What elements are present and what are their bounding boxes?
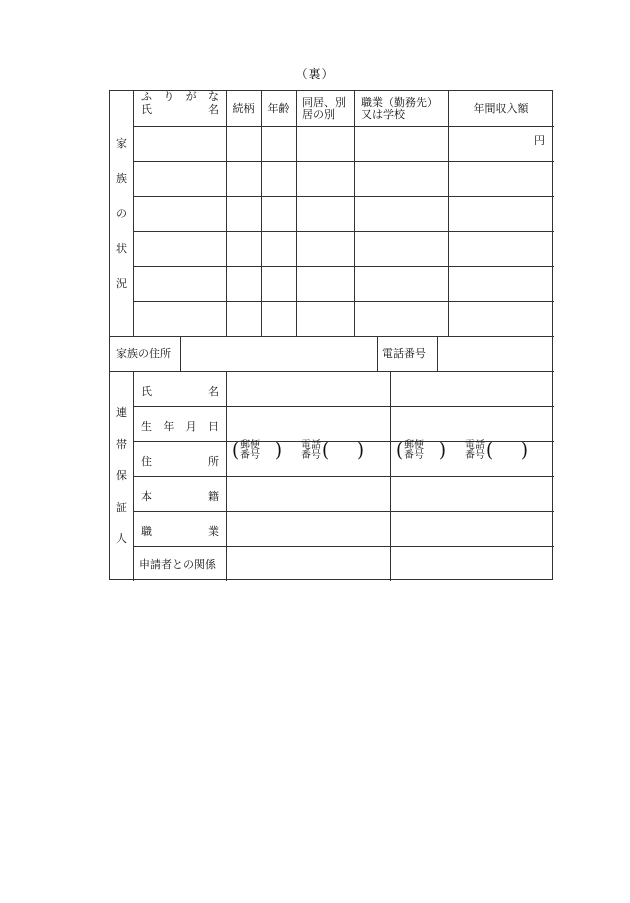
name-header: 氏 名	[141, 103, 219, 116]
grid-line	[133, 546, 554, 547]
family-address-label: 家族の住所	[116, 347, 171, 360]
grid-line	[133, 266, 554, 267]
grid-line	[390, 371, 391, 581]
grid-line	[133, 301, 554, 302]
grid-line	[226, 91, 227, 336]
guarantor-domicile-label: 本 籍	[141, 490, 219, 503]
phone-field-right: 電話 番号 ( )	[465, 438, 529, 462]
application-form-table	[109, 90, 553, 580]
grid-line	[354, 91, 355, 336]
family-section-label: 家 族 の 状 況	[116, 137, 127, 290]
grid-line	[133, 91, 134, 336]
family-phone-label: 電話番号	[382, 347, 426, 360]
grid-line	[261, 91, 262, 336]
grid-line	[296, 91, 297, 336]
guarantor-section-label: 連 帯 保 証 人	[116, 406, 127, 545]
cohabit-header-line2: 居の別	[302, 108, 335, 121]
grid-line	[226, 371, 227, 581]
postal-code-field-right: ( 郵便 番号 )	[396, 438, 447, 462]
age-header: 年齢	[267, 102, 290, 115]
relation-header: 続柄	[232, 102, 255, 115]
occupation-header-line2: 又は学校	[361, 108, 405, 121]
grid-line	[133, 476, 554, 477]
postal-code-field-left: ( 郵便 番号 )	[232, 438, 283, 462]
grid-line	[448, 91, 449, 336]
grid-line	[377, 336, 378, 371]
grid-line	[110, 336, 554, 337]
phone-field-left: 電話 番号 ( )	[301, 438, 365, 462]
grid-line	[180, 336, 181, 371]
grid-line	[133, 406, 554, 407]
guarantor-occupation-label: 職 業	[141, 525, 219, 538]
guarantor-birthdate-label: 生 年 月 日	[141, 420, 219, 433]
guarantor-name-label: 氏 名	[141, 385, 219, 398]
grid-line	[437, 336, 438, 371]
grid-line	[133, 126, 554, 127]
guarantor-relationship-label: 申請者との関係	[139, 558, 216, 571]
grid-line	[133, 511, 554, 512]
grid-line	[133, 371, 134, 581]
guarantor-address-label: 住 所	[141, 455, 219, 468]
cohabit-header-line1: 同居、別	[302, 96, 346, 109]
yen-unit: 円	[534, 134, 545, 147]
furigana-label: ふ り が な	[141, 90, 219, 103]
page-title: （裏）	[295, 67, 335, 81]
grid-line	[133, 231, 554, 232]
grid-line	[110, 371, 554, 372]
income-header: 年間収入額	[473, 102, 529, 115]
occupation-header-line1: 職業（勤務先）	[361, 96, 438, 109]
grid-line	[133, 196, 554, 197]
grid-line	[133, 161, 554, 162]
